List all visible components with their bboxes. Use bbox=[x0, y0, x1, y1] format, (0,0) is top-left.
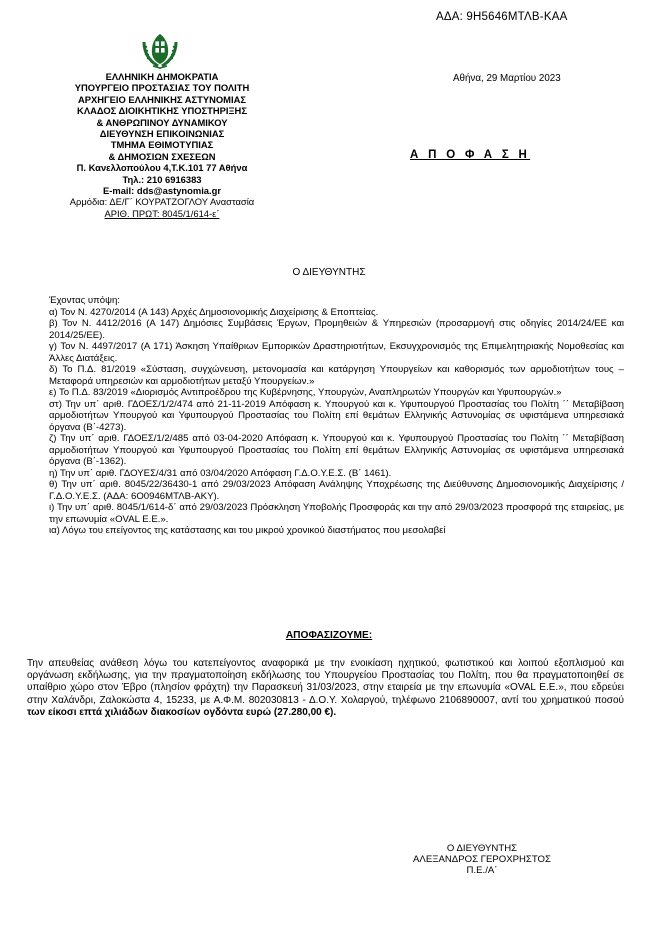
considering-item: ια) Λόγω του επείγοντος της κατάστασης και του μικρού χρονικού διαστήματος που μεσολαβεί bbox=[49, 525, 446, 536]
ada-code: ΑΔΑ: 9Η5646ΜΤΛΒ-ΚΑΑ bbox=[436, 11, 568, 23]
decision-text: Την απευθείας ανάθεση λόγω του κατεπείγοντος αναφορικά με την ενοικίαση ηχητικού, φωτιστικού και λοιπού εξοπλισμού και οργάνωση εκδήλωσης, για την πραγματοποίηση εκδήλωσης του Υπουργείου Προστασίας του Πολίτη, που θα πραγματοποιηθεί σε υπαίθριο χώρο στον Έβρο (πλησίον φράχτη) την Παρασκευή 31/03/2023, στην εταιρεία με την επωνυμία «OVAL E.E.», που εδρεύει στην Χαλάνδρι, Ζαλοκώστα 4, 15233, με Α.Φ.Μ. 802030813 - Δ.Ο.Υ. Χολαργού, τηλέφωνο 2106890007, αντί του χρηματικού ποσού bbox=[27, 658, 624, 706]
header-line: ΥΠΟΥΡΓΕΙΟ ΠΡΟΣΤΑΣΙΑΣ ΤΟΥ ΠΟΛΙΤΗ bbox=[74, 82, 250, 94]
signature-role: Ο ΔΙΕΥΘΥΝΤΗΣ bbox=[446, 843, 518, 854]
header-line: ΑΡΧΗΓΕΙΟ ΕΛΛΗΝΙΚΗΣ ΑΣΤΥΝΟΜΙΑΣ bbox=[77, 93, 246, 105]
document-title: Α Π Ο Φ Α Σ Η bbox=[410, 149, 531, 161]
protocol-number: ΑΡΙΘ. ΠΡΩΤ: 8045/1/614-ε΄ bbox=[104, 207, 220, 219]
considering-item: η) Την υπ΄ αριθ. ΓΔΟΥΕΣ/4/31 από 03/04/2020 Απόφαση Γ.Δ.Ο.Υ.Ε.Σ. (Β΄ 1461). bbox=[49, 467, 392, 479]
signature-rank: Π.Ε./Α΄ bbox=[466, 865, 498, 877]
signature-block bbox=[402, 843, 562, 877]
considering-item: ε) Το Π.Δ. 83/2019 «Διορισμός Αντιπροέδρου της Κυβέρνησης, Υπουργών, Αναπληρωτών Υπουργών και Υφυπουργών.» bbox=[49, 387, 562, 398]
header-line: ΚΛΑΔΟΣ ΔΙΟΙΚΗΤΙΚΗΣ ΥΠΟΣΤΗΡΙΞΗΣ bbox=[77, 105, 247, 117]
decision-paragraph bbox=[27, 658, 624, 719]
considering-item: β) Τον Ν. 4412/2016 (Α 147) Δημόσιες Συμβάσεις Έργων, Προμηθειών & Υπηρεσιών (προσαρμογή στις οδηγίες 2014/24/ΕΕ και 2014/25/ΕΕ). bbox=[49, 318, 624, 341]
considering-intro: Έχοντας υπόψη: bbox=[49, 295, 120, 306]
considering-item: γ) Τον Ν. 4497/2017 (Α 171) Άσκηση Υπαίθριων Εμπορικών Δραστηριοτήτων, Εκσυγχρονισμός της Επιμελητηριακής Νομοθεσίας και Άλλες Διατάξεις. bbox=[49, 341, 624, 364]
considering-item: θ) Την υπ΄ αριθ. 8045/22/36430-1 από 29/03/2023 Απόφαση Ανάληψης Υποχρέωσης της Διεύθυνσης Δημοσιονομικής Διαχείρισης / Γ.Δ.Ο.Υ.Ε.Σ. (ΑΔΑ: 6Ο0946ΜΤΛΒ-ΑΚΥ). bbox=[49, 479, 624, 502]
considering-section bbox=[49, 295, 624, 537]
header-address: Π. Κανελλοπούλου 4,Τ.Κ.101 77 Αθήνα bbox=[76, 162, 248, 174]
header-line: & ΔΗΜΟΣΙΩΝ ΣΧΕΣΕΩΝ bbox=[108, 150, 216, 162]
header-email: E-mail: dds@astynomia.gr bbox=[102, 185, 222, 197]
header-line: & ΑΝΘΡΩΠΙΝΟΥ ΔΥΝΑΜΙΚΟΥ bbox=[96, 116, 228, 128]
considering-item: α) Τον Ν. 4270/2014 (Α 143) Αρχές Δημοσιονομικής Διαχείρισης & Εποπτείας. bbox=[49, 306, 379, 318]
considering-item: ι) Την υπ΄ αριθ. 8045/1/614-δ΄ από 29/03/2023 Πρόσκληση Υποβολής Προσφοράς και την από 29/03/2023 προσφορά της εταιρείας, με την επωνυμία «OVAL E.E.». bbox=[49, 502, 624, 525]
signature-name: ΑΛΕΞΑΝΔΡΟΣ ΓΕΡΟΧΡΗΣΤΟΣ bbox=[413, 854, 551, 866]
director-heading: Ο ΔΙΕΥΘΥΝΤΗΣ bbox=[292, 267, 366, 278]
issuer-header bbox=[36, 71, 288, 219]
header-line: ΔΙΕΥΘΥΝΣΗ ΕΠΙΚΟΙΝΩΝΙΑΣ bbox=[99, 128, 225, 140]
responsible-officer: Αρμόδια: ΔΕ/Γ΄ ΚΟΥΡΑΤΖΟΓΛΟΥ Αναστασία bbox=[69, 196, 255, 208]
decision-amount: των είκοσι επτά χιλιάδων διακοσίων ογδόντα ευρώ (27.280,00 €). bbox=[27, 706, 337, 718]
considering-item: στ) Την υπ΄ αριθ. ΓΔΟΕΣ/1/2/474 από 21-11-2019 Απόφαση κ. Υπουργού και κ. Υφυπουργού Προστασίας του Πολίτη ΄΄ Μεταβίβαση αρμοδιοτήτων Υπουργού και Υφυπουργού Προστασίας του Πολίτη επί θεμάτων Ελληνικής Αστυνομίας σε υφιστάμενα υπηρεσιακά όργανα (Β΄-4273). bbox=[49, 398, 624, 433]
greek-coat-of-arms-icon bbox=[138, 28, 182, 72]
header-line: ΤΜΗΜΑ ΕΘΙΜΟΤΥΠΙΑΣ bbox=[110, 139, 214, 151]
considering-item: ζ) Την υπ΄ αριθ. ΓΔΟΕΣ/1/2/485 από 03-04-2020 Απόφαση κ. Υπουργού και κ. Υφυπουργού Προστασίας του Πολίτη ΄΄ Μεταβίβαση αρμοδιοτήτων Υπουργού και Υφυπουργού Προστασίας του Πολίτη επί θεμάτων Ελληνικής Αστυνομίας σε υφιστάμενα υπηρεσιακά όργανα (Β΄-1362). bbox=[49, 433, 624, 467]
header-phone: Τηλ.: 210 6916383 bbox=[122, 173, 202, 185]
header-line: ΕΛΛΗΝΙΚΗ ΔΗΜΟΚΡΑΤΙΑ bbox=[105, 71, 219, 82]
document-date: Αθήνα, 29 Μαρτίου 2023 bbox=[453, 73, 561, 84]
decision-heading: ΑΠΟΦΑΣΙΖΟΥΜΕ: bbox=[285, 630, 373, 641]
considering-item: δ) Το Π.Δ. 81/2019 «Σύσταση, συγχώνευση, μετονομασία και κατάργηση Υπουργείων και καθορισμός των αρμοδιοτήτων τους – Μεταφορά υπηρεσιών και αρμοδιοτήτων μεταξύ Υπουργείων.» bbox=[49, 364, 624, 387]
